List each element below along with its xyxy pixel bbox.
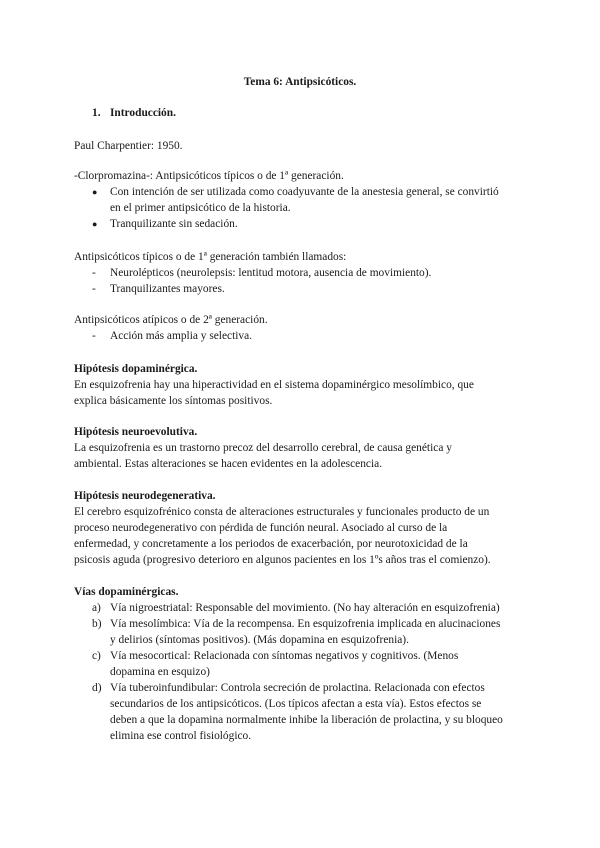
bullet-text: Con intención de ser utilizada como coadyuvante de la anestesia general, se convirtió [110,186,499,198]
list-item: Neurolépticos (neurolepsis: lentitud motora, ausencia de movimiento). [110,267,432,279]
list-marker: b) [92,618,102,630]
hipotesis-heading: Hipótesis neuroevolutiva. [74,426,198,438]
author-line: Paul Charpentier: 1950. [74,140,183,152]
section-title: Introducción. [110,107,176,119]
list-marker: c) [92,650,101,662]
vias-heading: Vías dopaminérgicas. [74,586,179,598]
list-item: dopamina en esquizo) [110,666,210,678]
hipotesis-heading: Hipótesis neurodegenerativa. [74,490,216,502]
list-item: Tranquilizantes mayores. [110,283,225,295]
section-number: 1. [92,107,101,119]
dash-marker: - [92,283,96,295]
list-item: deben a que la dopamina normalmente inhibe la liberación de prolactina, y su bloqueo [110,714,503,726]
list-item: elimina ese control fisiológico. [110,730,252,742]
dash-marker: - [92,267,96,279]
bullet-icon: ● [92,187,98,197]
list-marker: a) [92,602,101,614]
paragraph-line: explica básicamente los síntomas positivos. [74,395,273,407]
atipicos-intro: Antipsicóticos atípicos o de 2ª generación. [74,314,268,326]
dash-marker: - [92,330,96,342]
paragraph-line: En esquizofrenia hay una hiperactividad en el sistema dopaminérgico mesolímbico, que [74,379,474,391]
list-item: y delirios (síntomas positivos). (Más dopamina en esquizofrenia). [110,634,409,646]
paragraph-line: proceso neurodegenerativo con pérdida de función neural. Asociado al curso de la [74,522,448,534]
list-item: Vía mesocortical: Relacionada con síntomas negativos y cognitivos. (Menos [110,650,459,662]
list-item: secundarios de los antipsicóticos. (Los típicos afectan a esta vía). Estos efectos se [110,698,482,710]
list-item: Vía mesolímbica: Vía de la recompensa. En esquizofrenia implicada en alucinaciones [110,618,501,630]
hipotesis-heading: Hipótesis dopaminérgica. [74,363,198,375]
clorpromazina-intro: -Clorpromazina-: Antipsicóticos típicos o de 1ª generación. [74,170,344,182]
list-item: Vía nigroestriatal: Responsable del movimiento. (No hay alteración en esquizofrenia) [110,602,500,614]
paragraph-line: psicosis aguda (progresivo deterioro en algunos pacientes en los 1ºs años tras el comienzo). [74,554,491,566]
paragraph-line: El cerebro esquizofrénico consta de alteraciones estructurales y funcionales producto de un [74,506,490,518]
paragraph-line: La esquizofrenia es un trastorno precoz del desarrollo cerebral, de causa genética y [74,442,452,454]
paragraph-line: enfermedad, y concretamente a los periodos de exacerbación, por neurotoxicidad de la [74,538,468,550]
list-item: Vía tuberoinfundibular: Controla secreción de prolactina. Relacionada con efectos [110,682,485,694]
tipicos-intro: Antipsicóticos típicos o de 1ª generación también llamados: [74,251,347,263]
paragraph-line: ambiental. Estas alteraciones se hacen evidentes en la adolescencia. [74,458,383,470]
bullet-text: Tranquilizante sin sedación. [110,218,238,230]
list-item: Acción más amplia y selectiva. [110,330,253,342]
bullet-icon: ● [92,219,98,229]
list-marker: d) [92,682,102,694]
bullet-text: en el primer antipsicótico de la historia. [110,202,291,214]
document-title: Tema 6: Antipsicóticos. [243,76,357,88]
